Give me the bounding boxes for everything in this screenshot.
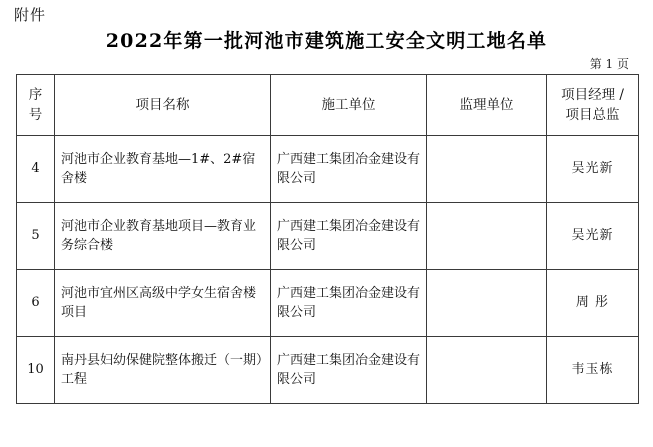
cell-manager: 韦玉栋 [547, 337, 639, 404]
column-header-manager-line1: 项目经理 / [561, 86, 624, 103]
cell-sequence: 10 [17, 337, 55, 404]
column-header-sequence-line1: 序 [28, 86, 43, 103]
cell-manager: 吴光新 [547, 136, 639, 203]
column-header-manager [547, 75, 639, 136]
cell-project-name: 河池市宜州区高级中学女生宿舍楼项目 [55, 270, 271, 337]
cell-construction-unit: 广西建工集团冶金建设有限公司 [271, 337, 427, 404]
page-title: 2022年第一批河池市建筑施工安全文明工地名单 [105, 30, 548, 52]
cell-manager: 周 彤 [547, 270, 639, 337]
worksite-list-table [16, 74, 639, 404]
column-header-manager-line2: 项目总监 [565, 107, 620, 123]
cell-supervision-unit [427, 136, 547, 203]
column-header-project-name: 项目名称 [55, 75, 271, 136]
cell-supervision-unit [427, 337, 547, 404]
column-header-sequence [17, 75, 55, 136]
column-header-supervision-unit: 监理单位 [427, 75, 547, 136]
cell-construction-unit: 广西建工集团冶金建设有限公司 [271, 203, 427, 270]
cell-manager: 吴光新 [547, 203, 639, 270]
cell-sequence: 5 [17, 203, 55, 270]
table-row [17, 270, 639, 337]
cell-supervision-unit [427, 270, 547, 337]
cell-sequence: 4 [17, 136, 55, 203]
attachment-label: 附件 [14, 6, 47, 24]
cell-project-name: 河池市企业教育基地—1#、2#宿舍楼 [55, 136, 271, 203]
table-row [17, 203, 639, 270]
cell-project-name: 河池市企业教育基地项目—教育业务综合楼 [55, 203, 271, 270]
cell-construction-unit: 广西建工集团冶金建设有限公司 [271, 270, 427, 337]
cell-sequence: 6 [17, 270, 55, 337]
cell-construction-unit: 广西建工集团冶金建设有限公司 [271, 136, 427, 203]
column-header-construction-unit: 施工单位 [271, 75, 427, 136]
table-row [17, 136, 639, 203]
page-number: 第 1 页 [589, 57, 629, 71]
column-header-sequence-line2: 号 [28, 107, 43, 123]
table-header-row [17, 75, 639, 136]
cell-supervision-unit [427, 203, 547, 270]
table-row [17, 337, 639, 404]
cell-project-name: 南丹县妇幼保健院整体搬迁（一期）工程 [55, 337, 271, 404]
